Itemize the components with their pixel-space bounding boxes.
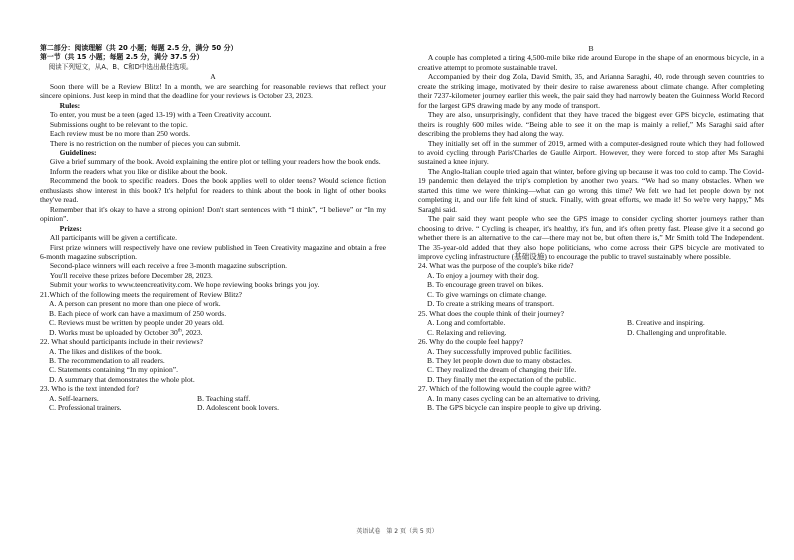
- prizes-heading: Prizes:: [59, 223, 82, 233]
- question-23-row: [40, 403, 386, 412]
- question-22-stem: 22. What should participants include in their reviews?: [40, 337, 203, 347]
- passage-b-paragraph: Accompanied by their dog Zola, David Smith, 35, and Arianna Saraghi, 40, rode through seven countries to create the striking image, motivated by their desire to raise awareness about climate change. After completing their 7237-kilometer journey earlier this week, the pair said they had narrowly beaten the Guinness World Record for the largest GPS drawing made by any mode of transport.: [418, 72, 764, 110]
- passage-a-letter: A: [210, 72, 216, 82]
- question-23-option-a: A. Self-learners.: [49, 393, 99, 403]
- option-d-tail: , 2023.: [181, 327, 203, 337]
- prize-item: You'll receive these prizes before December 28, 2023.: [49, 270, 213, 280]
- question-25-stem: 25. What does the couple think of their journey?: [418, 308, 564, 318]
- question-25-row: [418, 328, 764, 337]
- guidelines-heading: Guidelines:: [59, 147, 97, 157]
- passage-b-paragraph: The Anglo-Italian couple tried again that winter, before giving up because it was too cold to camp. The Covid-19 pandemic then delayed the trip's completion by another two years. “We had so many obstacles. When we started this time we were thinking—what can go wrong this time? We felt we had let people down by not completing it, and our life felt kind of stuck. Finally, with great efforts, we made it! So we're very happy,” Ms Saraghi said.: [418, 166, 764, 214]
- option-d-text: D. Works must be uploaded by October 30: [49, 327, 178, 337]
- passage-b-paragraph: They initially set off in the summer of 2019, armed with a computer-designed route which they had followed to avoid cycling through Paris'Charles de Gaulle Airport. However, they were forced to stop after Ms Saraghi sustained a knee injury.: [418, 138, 764, 167]
- question-25-option-a: A. Long and comfortable.: [427, 318, 506, 328]
- question-23-stem: 23. Who is the text intended for?: [40, 384, 139, 394]
- question-22-option-a: A. The likes and dislikes of the book.: [49, 346, 162, 356]
- question-21-stem: 21.Which of the following meets the requirement of Review Blitz?: [40, 289, 243, 299]
- passage-b-paragraph: A couple has completed a tiring 4,500-mile bike ride around Europe in the shape of an enormous bicycle, in a creative attempt to promote sustainable travel.: [418, 53, 764, 72]
- rule-item: Each review must be no more than 250 words.: [49, 129, 191, 139]
- question-26-option-b: B. They let people down due to many obstacles.: [427, 355, 572, 365]
- question-24-stem: 24. What was the purpose of the couple's bike ride?: [418, 261, 574, 271]
- prize-item: Submit your works to www.teencreativity.com. We hope reviewing books brings you joy.: [49, 280, 320, 290]
- rule-item: There is no restriction on the number of pieces you can submit.: [49, 138, 241, 148]
- question-24-option-a: A. To enjoy a journey with their dog.: [427, 270, 539, 280]
- question-24-option-c: C. To give warnings on climate change.: [427, 289, 547, 299]
- guideline-item: Remember that it's okay to have a strong opinion! Don't start sentences with “I think”, “I believe” or “In my opinion”.: [40, 204, 386, 224]
- part-heading: 第二部分：阅读理解（共 20 小题；每题 2.5 分，满分 50 分）: [40, 44, 238, 52]
- question-26-option-c: C. They realized the dream of changing their life.: [427, 365, 577, 375]
- prize-item: All participants will be given a certificate.: [49, 233, 178, 243]
- question-21-option-a: A. A person can present no more than one piece of work.: [49, 299, 221, 309]
- question-22-option-b: B. The recommendation to all readers.: [49, 355, 165, 365]
- question-22-option-c: C. Statements containing “In my opinion”.: [49, 365, 178, 375]
- question-25-option-b: B. Creative and inspiring.: [627, 318, 705, 328]
- left-column: [40, 44, 386, 413]
- passage-b-paragraph: The pair said they want people who see the GPS image to consider cycling shorter journeys rather than choosing to drive. “ Cycling is cheaper, it's healthy, it's fun, and it's often pretty fast. Please give it a second go whether there is an alternative to the car—there may not be, but often there is,” Mr Smith told The Independent. The 35-year-old added that they also hope politicians, who come across their GPS bicycle are motivated to improve cycling infrastructure (基础设施) to encourage the public to travel sustainably where possible.: [418, 214, 764, 261]
- prize-item: First prize winners will respectively have one review published in Teen Creativity magazine and obtain a free 6-month magazine subscription.: [40, 242, 386, 261]
- passage-b-paragraph: They are also, unsurprisingly, confident that they have traced the biggest ever GPS bicycle, estimating that theirs is roughly 600 miles wide. “Being able to see it on the map is mainly a relief,” Ms Saraghi said after describing the problems they had along the way.: [418, 110, 764, 139]
- question-23-row: [40, 394, 386, 403]
- question-23-option-c: C. Professional trainers.: [49, 403, 122, 413]
- rule-item: Submissions ought to be relevant to the topic.: [49, 119, 188, 129]
- question-23-option-d: D. Adolescent book lovers.: [197, 403, 280, 413]
- question-21-option-d: [40, 328, 386, 337]
- question-25-option-c: C. Relaxing and relieving.: [427, 327, 507, 337]
- question-27-option-b: B. The GPS bicycle can inspire people to give up driving.: [427, 403, 602, 413]
- question-25-option-d: D. Challenging and unprofitable.: [627, 327, 727, 337]
- instruction-text: 阅读下列短文，从A、B、C和D中选出最佳选项。: [48, 62, 193, 71]
- question-27-stem: 27. Which of the following would the couple agree with?: [418, 384, 591, 394]
- prize-item: Second-place winners will each receive a free 3-month magazine subscription.: [49, 261, 288, 271]
- question-24-option-d: D. To create a striking means of transport.: [427, 299, 555, 309]
- page-footer: 英语试卷 第 2 页（共 5 页）: [356, 528, 438, 535]
- question-21-option-c: C. Reviews must be written by people under 20 years old.: [49, 318, 224, 328]
- ordinal-suffix: th: [177, 328, 182, 334]
- right-column: [418, 44, 764, 413]
- question-22-option-d: D. A summary that demonstrates the whole plot.: [49, 374, 195, 384]
- guideline-item: Inform the readers what you like or dislike about the book.: [49, 166, 228, 176]
- passage-a-intro: Soon there will be a Review Blitz! In a month, we are searching for reasonable reviews that reflect your sincere opinions. Just keep in mind that the deadline for your reviews is October 23, 2023.: [40, 81, 386, 101]
- rules-heading: Rules:: [59, 100, 81, 110]
- question-26-option-d: D. They finally met the expectation of the public.: [427, 374, 577, 384]
- section-heading: 第一节（共 15 小题；每题 2.5 分，满分 37.5 分）: [40, 53, 204, 62]
- question-23-option-b: B. Teaching staff.: [197, 393, 251, 403]
- rule-item: To enter, you must be a teen (aged 13-19) with a Teen Creativity account.: [49, 110, 272, 120]
- guideline-item: Recommend the book to specific readers. Does the book applies well to older teens? Would science fiction enthusiasts show interest in this book? It's helpful for readers to think about the book in light of other books they've read.: [40, 176, 386, 205]
- question-26-option-a: A. They successfully improved public facilities.: [427, 346, 572, 356]
- question-26-stem: 26. Why do the couple feel happy?: [418, 337, 524, 347]
- passage-b-letter: B: [588, 44, 594, 53]
- question-25-row: [418, 318, 764, 327]
- question-27-option-a: A. In many cases cycling can be an alternative to driving.: [427, 393, 601, 403]
- guideline-item: Give a brief summary of the book. Avoid explaining the entire plot or telling your readers how the book ends.: [49, 157, 381, 167]
- question-24-option-b: B. To encourage green travel on bikes.: [427, 280, 544, 290]
- question-21-option-b: B. Each piece of work can have a maximum of 250 words.: [49, 308, 227, 318]
